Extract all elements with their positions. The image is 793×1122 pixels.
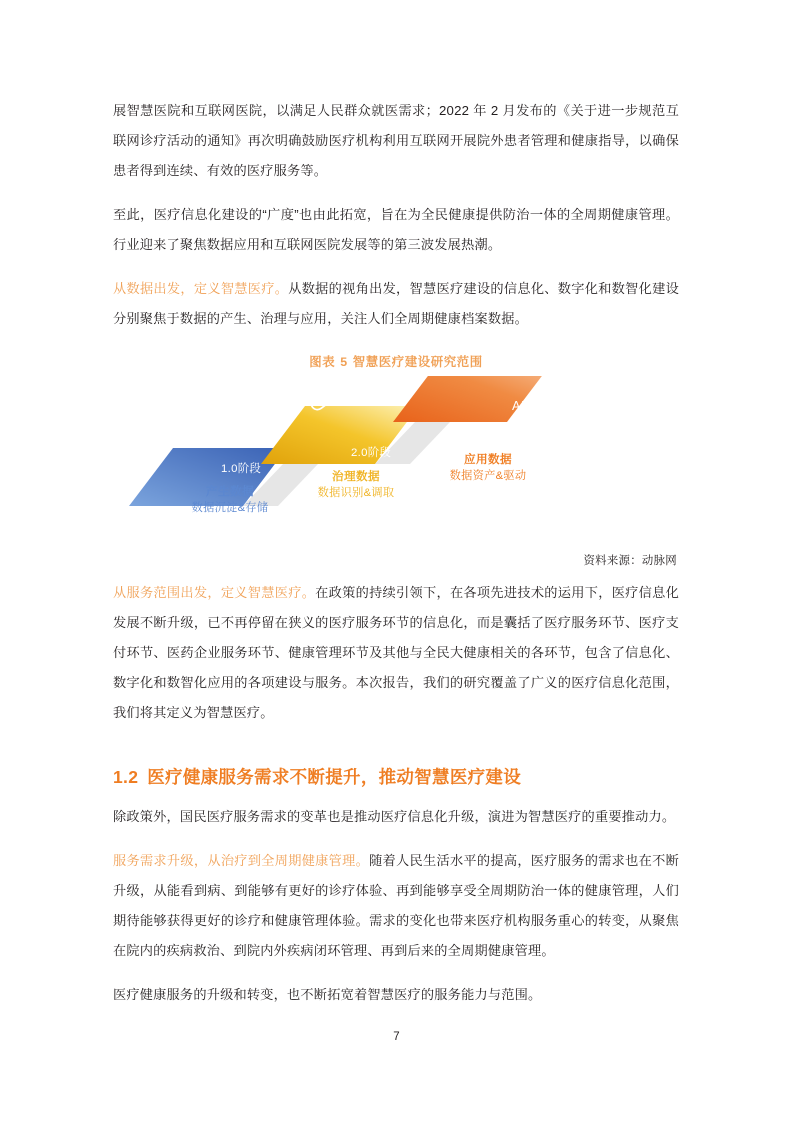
stage-1-inner-label: 1.0阶段 bbox=[221, 463, 262, 475]
paragraph-1: 展智慧医院和互联网医院，以满足人民群众就医需求；2022 年 2 月发布的《关于进一步规范互联网诊疗活动的通知》再次明确鼓励医疗机构利用互联网开展院外患者管理和健康指导，以确保患者得到连续、有效的医疗服务等。 bbox=[113, 103, 679, 178]
section-title: 医疗健康服务需求不断提升，推动智慧医疗建设 bbox=[147, 767, 522, 787]
paragraph-4-lead: 从服务范围出发，定义智慧医疗。 bbox=[113, 585, 316, 600]
spacer-after-figure bbox=[113, 568, 679, 578]
section-heading-1-2 bbox=[113, 762, 679, 792]
spacer-before-heading bbox=[113, 742, 679, 762]
paragraph-2: 至此，医疗信息化建设的“广度”也由此拓宽，旨在为全民健康提供防治一体的全周期健康管理。行业迎来了聚焦数据应用和互联网医院发展等的第三波发展热潮。 bbox=[113, 207, 679, 252]
paragraph-3-lead: 从数据出发，定义智慧医疗。 bbox=[113, 281, 289, 296]
diagram-svg bbox=[113, 376, 679, 548]
paragraph-3-rest: 从数据的视角出发，智慧医疗建设的信息化、数字化和数智化建设分别聚焦于数据的产生、治理与应用，关注人们全周期健康档案数据。 bbox=[113, 281, 679, 326]
page-content bbox=[113, 96, 679, 1010]
monitor-icon bbox=[192, 408, 216, 431]
figure-title-number: 5 bbox=[340, 355, 348, 369]
paragraph-6-rest: 随着人民生活水平的提高，医疗服务的需求也在不断升级，从能看到病、到能够有更好的诊疗体验、再到能够享受全周期防治一体的健康管理，人们期待能够获得更好的诊疗和健康管理体验。需求的变化也带来医疗机构服务重心的转变，从聚焦在院内的疾病救治、到院内外疾病闭环管理、再到后来的全周期健康管理。 bbox=[113, 853, 679, 958]
figure-source: 资料来源：动脉网 bbox=[583, 555, 677, 567]
stage-3-caption-sub: 数据资产&驱动 bbox=[449, 470, 527, 482]
stage-3-inner-label: 3.0阶段 bbox=[481, 431, 522, 443]
paragraph-6 bbox=[113, 846, 679, 966]
paragraph-4-rest: 在政策的持续引领下，在各项先进技术的运用下，医疗信息化发展不断升级，已不再停留在狭义的医疗服务环节的信息化，而是囊括了医疗服务环节、医疗支付环节、医药企业服务环节、健康管理环节及其他与全民大健康相关的各环节，包含了信息化、数字化和数智化应用的各项建设与服务。本次报告，我们的研究覆盖了广义的医疗信息化范围，我们将其定义为智慧医疗。 bbox=[113, 585, 679, 720]
ai-badge: AI bbox=[512, 399, 526, 413]
figure-5 bbox=[113, 352, 679, 568]
figure-title bbox=[113, 352, 679, 370]
paragraph-7: 医疗健康服务的升级和转变，也不断拓宽着智慧医疗的服务能力与范围。 bbox=[113, 987, 542, 1002]
stage-3-caption-main: 应用数据 bbox=[464, 453, 512, 466]
page-number: 7 bbox=[393, 1031, 400, 1043]
stage-2-inner-label: 2.0阶段 bbox=[351, 447, 392, 459]
paragraph-4 bbox=[113, 578, 679, 728]
stage-2-caption-sub: 数据识别&调取 bbox=[317, 487, 395, 499]
figure-title-prefix: 图表 bbox=[309, 355, 336, 369]
stage-1-caption-sub: 数据沉淀&存储 bbox=[191, 502, 269, 514]
stage-3-shape bbox=[393, 376, 551, 422]
stage-1-caption-main: 产生数据 bbox=[206, 485, 254, 498]
paragraph-5: 除政策外，国民医疗服务需求的变革也是推动医疗信息化升级，演进为智慧医疗的重要推动力。 bbox=[113, 809, 676, 824]
paragraph-6-lead: 服务需求升级，从治疗到全周期健康管理。 bbox=[113, 853, 370, 868]
paragraph-3 bbox=[113, 274, 679, 334]
figure-title-text: 智慧医疗建设研究范围 bbox=[352, 355, 483, 369]
stage-2-caption-main: 治理数据 bbox=[332, 470, 380, 483]
spacer-after-heading bbox=[113, 792, 679, 802]
stage-3-caption bbox=[403, 451, 573, 485]
figure-diagram bbox=[113, 376, 679, 548]
section-number: 1.2 bbox=[113, 767, 139, 787]
